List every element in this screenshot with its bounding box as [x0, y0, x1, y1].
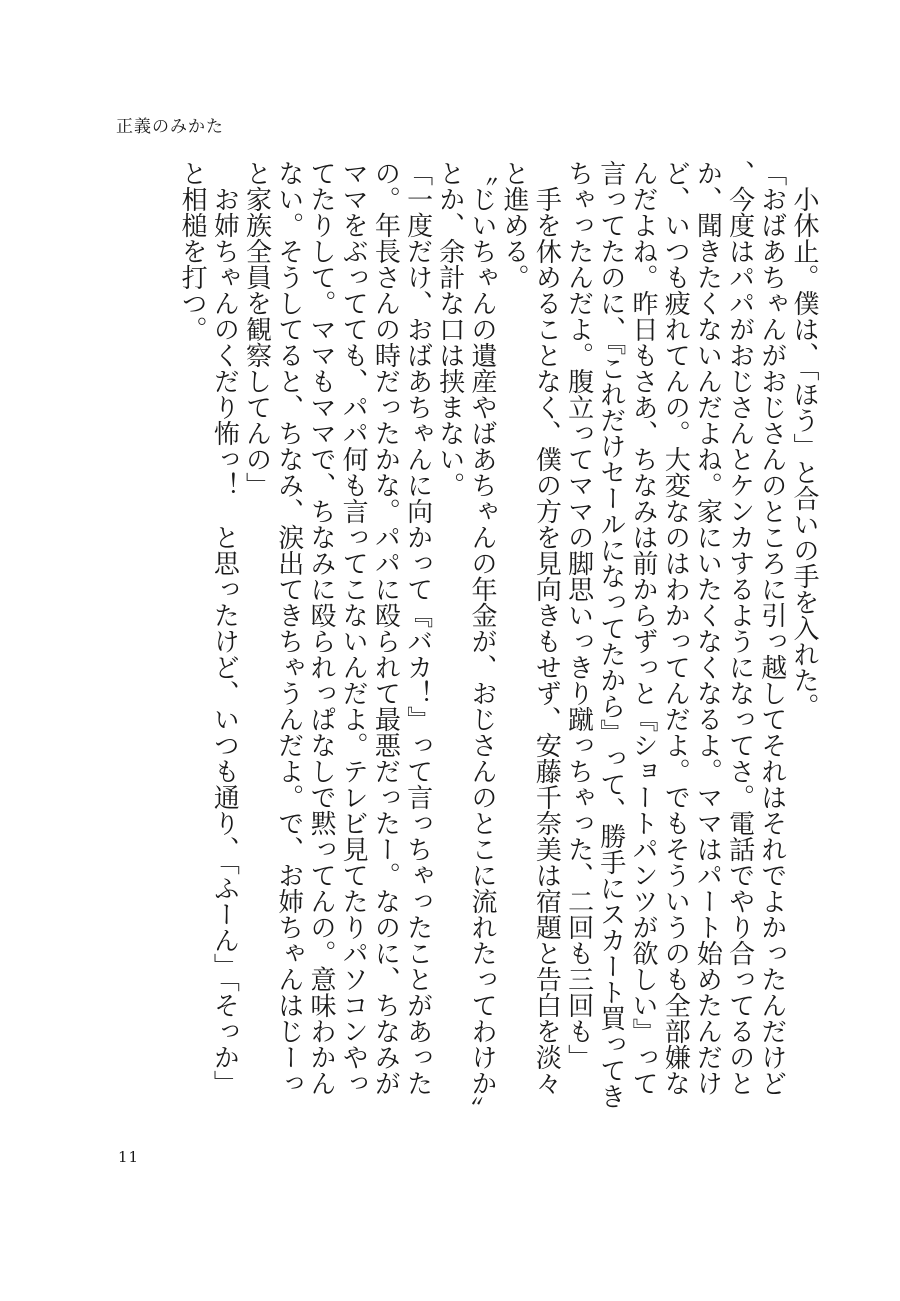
paragraph: 「おばあちゃんがおじさんのところに引っ越してそれはそれでよかったんだけど、今度はパパがおじさんとケンカするようになってさ。電話でやり合ってるのとか、聞きたくないんだよね。家にいたくなくなるよ。ママはパート始めたんだけど、いつも疲れてんの。大変なのはわかってんだよ。でもそういうのも全部嫌なんだよね。昨日もさあ、ちなみは前からずっと『ショートパンツが欲しい』って言ってたのに、『これだけセールになってたから』って、勝手にスカート買ってきちゃったんだよ。腹立ってママの脚思いっきり蹴っちゃった、二回も三回も」 [563, 160, 787, 1109]
page-number: 11 [118, 1148, 140, 1166]
running-head: 正義のみかた [116, 117, 224, 137]
paragraph: 〝じいちゃんの遺産やばあちゃんの年金が、おじさんのとこに流れたってわけか〟とか、余計な口は挟まない。 [434, 160, 497, 1109]
paragraph: 小休止。僕は、「ほう」と合いの手を入れた。 [789, 160, 819, 719]
paragraph: お姉ちゃんのくだり怖っ！ と思ったけど、いつも通り、「ふーん」「そっか」と相槌を打つ。 [177, 160, 240, 1096]
paragraph: 手を休めることなく、僕の方を見向きもせず、安藤千奈美は宿題と告白を淡々と進める。 [499, 160, 562, 1096]
body-text [100, 160, 820, 1120]
paragraph: 「一度だけ、おばあちゃんに向かって『バカ！』って言っちゃったことがあったの。年長さんの時だったかな。パパに殴られて最悪だったー。なのに、ちなみがママをぶってても、パパ何も言ってこないんだよ。テレビ見てたりパソコンやってたりして。ママもママで、ちなみに殴られっぱなしで黙ってんの。意味わかんない。そうしてると、ちなみ、涙出てきちゃうんだよ。で、お姉ちゃんはじーっと家族全員を観察してんの」 [241, 160, 433, 1096]
